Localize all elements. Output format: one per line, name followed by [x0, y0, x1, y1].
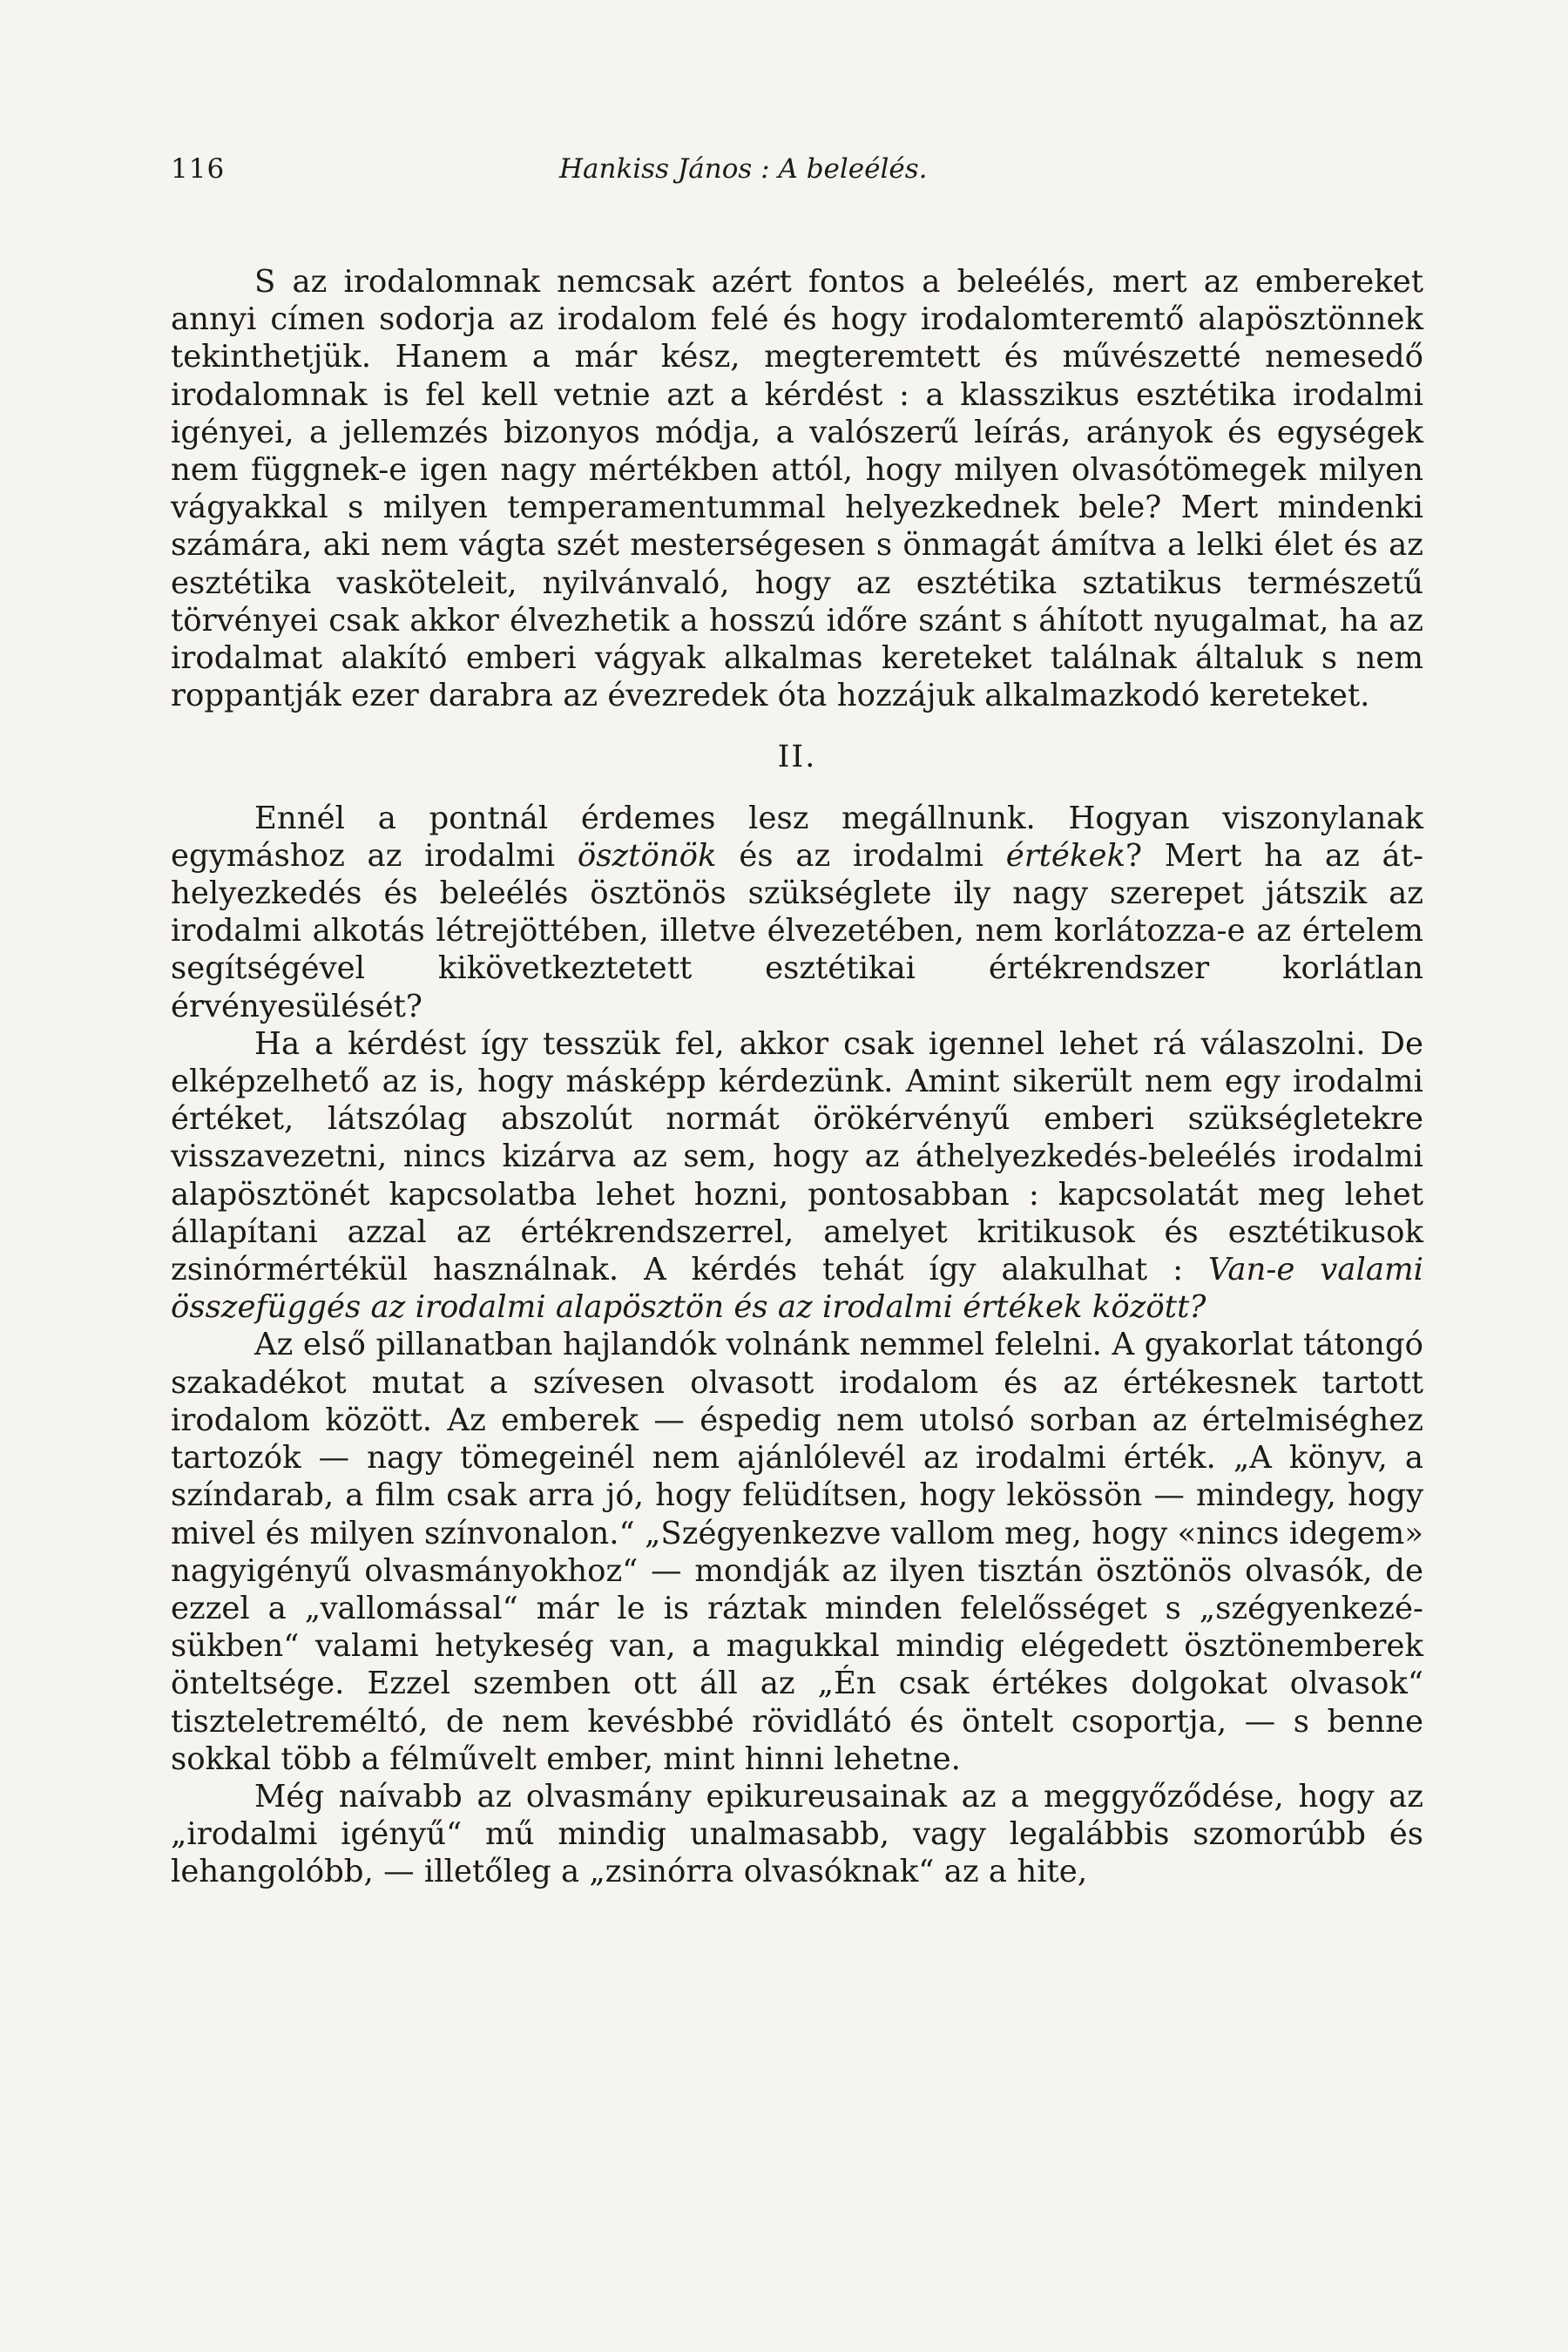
- paragraph-3-text-a: Ha a kérdést így tesszük fel, akkor csak igennel lehet rá válaszolni. De elképzelhető az is, hogy másképp kérdezünk. Amint sikerült nem egy irodalmi értéket, látszólag abszolút normát örökérvényű emberi szükségletekre visszavezetni, nincs kizárva az sem, hogy az áthelyezkedés-beleélés irodalmi alapösztönét kapcsolatba lehet hozni, pontosabban : kapcsolatát meg lehet állapítani azzal az értékrendszerrel, amelyet kritikusok és esztétikusok zsinórmértékül használnak. A kérdés tehát így alakulhat :: [171, 1025, 1423, 1288]
- emphasis-question: Van-e valami összefüggés az irodalmi alapösztön és az irodalmi értékek között?: [171, 1252, 1424, 1326]
- page-number: 116: [171, 153, 226, 185]
- emphasis-osztonok: ösztönök: [577, 837, 717, 874]
- body-text: [171, 263, 1423, 1891]
- paragraph-4: Az első pillanatban hajlandók volnánk nemmel felelni. A gyakorlat tátongó szakadékot mutat a szívesen olvasott irodalom és az értékesnek tartott irodalom között. Az emberek — éspedig nem utolsó sorban az értelmiséghez tartozók — nagy tömegeinél nem ajánlólevél az irodalmi érték. „A könyv, a színdarab, a film csak arra jó, hogy felüdítsen, hogy lekössön — mindegy, hogy mivel és milyen színvonalon.“ „Szégyenkezve vallom meg, hogy «nincs idegem» nagyigényű olvasmányokhoz“ — mondják az ilyen tisztán ösztönös olvasók, de ezzel a „vallomással“ már le is ráztak minden felelősséget s „szégyenkezésükben“ valami hetykeség van, a magukkal mindig elégedett ösztönemberek önteltsége. Ezzel szemben ott áll az „Én csak értékes dolgokat olvasok“ tiszteletreméltó, de nem kevésbbé rövidlátó és öntelt csoportja, — s benne sokkal több a félművelt ember, mint hinni lehetne.: [171, 1327, 1423, 1777]
- page-header: [171, 146, 1425, 199]
- emphasis-ertekek: értékek: [1005, 837, 1125, 874]
- paragraph-2-text-e: ? Mert ha az áthelyezkedés és beleélés ösztönös szükséglete ily nagy szerepet játszik az irodalmi alkotás létrejöttében, illetve élvezetében, nem korlátozza-e az értelem segítségével kikövetkeztetett esztétikai értékrendszer korlátlan érvényesülését?: [171, 837, 1423, 1024]
- paragraph-2-text-c: és az irodalmi: [716, 837, 1006, 874]
- paragraph-2: [171, 800, 1423, 1025]
- paragraph-3: [171, 1025, 1423, 1327]
- paragraph-1: S az irodalomnak nemcsak azért fontos a beleélés, mert az embereket annyi címen sodorja az irodalom felé és hogy irodalomteremtő alapösztönnek tekinthetjük. Hanem a már kész, megteremtett és művészetté nemesedő irodalomnak is fel kell vetnie azt a kérdést : a klasszikus esztétika irodalmi igényei, a jellemzés bizonyos módja, a valószerű leírás, arányok és egységek nem függnek-e igen nagy mértékben attól, hogy milyen olvasótömegek milyen vágyakkal s milyen temperamentummal helyezkednek bele? Mert mindenki számára, aki nem vágta szét mesterségesen s önmagát ámítva a lelki élet és az esztétika vasköteleit, nyilvánvaló, hogy az esztétika sztatikus természetű törvényei csak akkor élvezhetik a hosszú időre szánt s áhított nyugalmat, ha az irodalmat alakító emberi vágyak alkalmas kereteket találnak általuk s nem roppantják ezer darabra az évezredek óta hozzájuk alkalmazkodó kereteket.: [171, 264, 1423, 714]
- paragraph-5: Még naívabb az olvasmány epikureusainak az a meggyőződése, hogy az „irodalmi igényű“ mű mindig unalmasabb, vagy legalábbis szomorúbb és lehangolóbb, — illetőleg a „zsinórra olvasóknak“ az a hite,: [171, 1778, 1423, 1890]
- section-heading: II.: [777, 740, 817, 775]
- paragraph-2-text-a: Ennél a pontnál érdemes lesz megállnunk. Hogyan viszonylanak egymáshoz az irodalmi: [171, 800, 1423, 874]
- running-head: Hankiss János : A beleélés.: [559, 153, 928, 185]
